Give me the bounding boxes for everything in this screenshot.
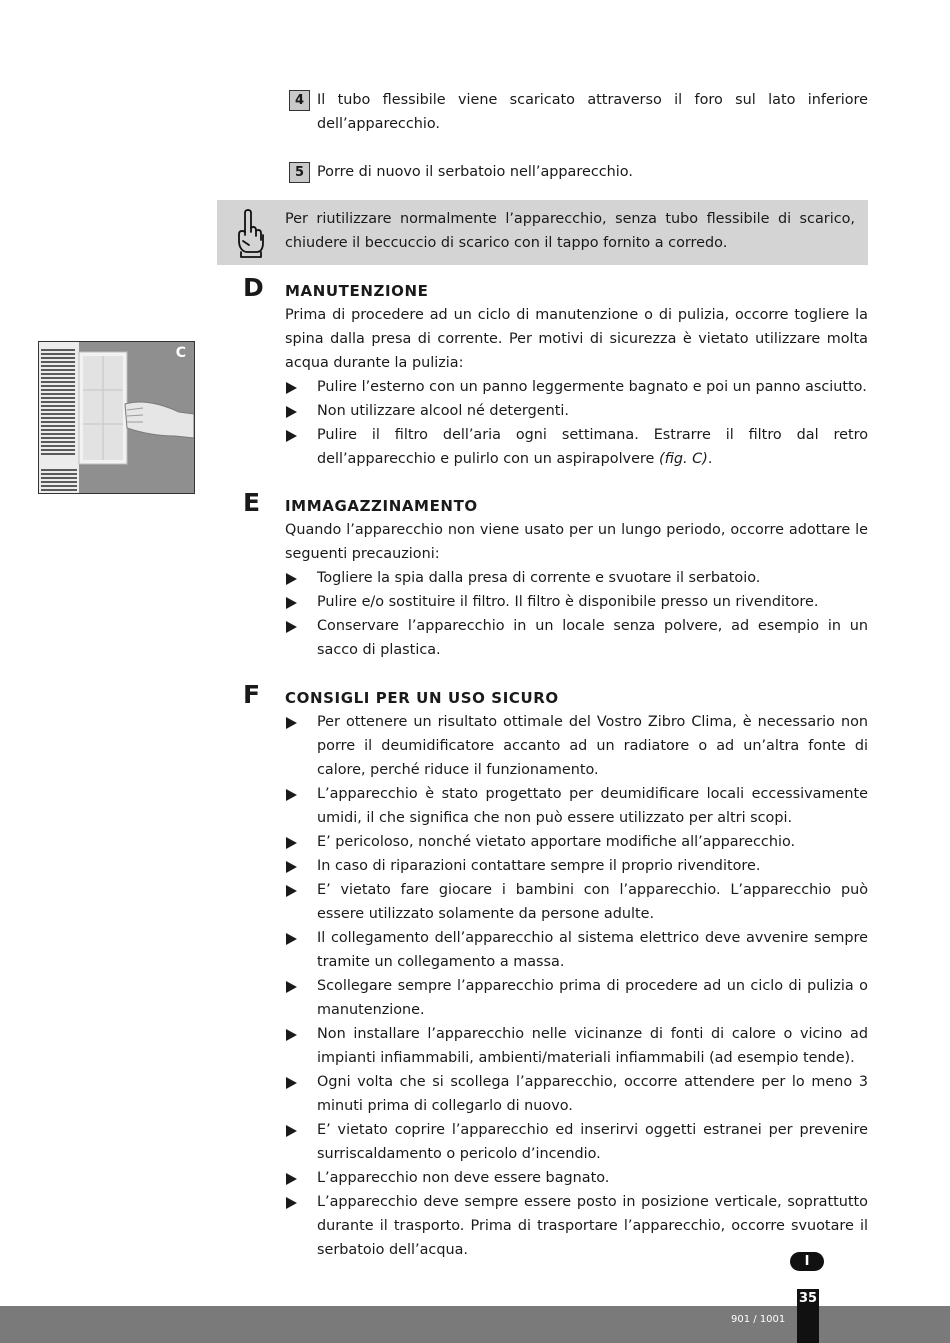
list-item: Pulire il filtro dell’aria ogni settimana. Estrarre il filtro dal retro dell’apparecchio e pulirlo con un aspirapolvere (fig. C). <box>285 423 868 471</box>
bullet-arrow-icon <box>286 717 297 729</box>
section-letter: F <box>243 680 261 709</box>
section-title: IMMAGAZZINAMENTO <box>285 497 478 515</box>
list-item: Ogni volta che si scollega l’apparecchio, occorre attendere per lo meno 3 minuti prima di collegarlo di nuovo. <box>285 1070 868 1118</box>
note-text: Per riutilizzare normalmente l’apparecchio, senza tubo flessibile di scarico, chiudere il beccuccio di scarico con il tappo fornito a corredo. <box>285 211 855 251</box>
list-item: Pulire e/o sostituire il filtro. Il filtro è disponibile presso un rivenditore. <box>285 590 868 614</box>
bullet-arrow-icon <box>286 382 297 394</box>
figure-label: C <box>175 345 186 361</box>
list-item: E’ vietato coprire l’apparecchio ed inserirvi oggetti estranei per prevenire surriscaldamento o pericolo d’incendio. <box>285 1118 868 1166</box>
list-item: Non utilizzare alcool né detergenti. <box>285 399 868 423</box>
step-text: Il tubo flessibile viene scaricato attraverso il foro sul lato inferiore dell’apparecchio. <box>317 92 868 132</box>
bullet-arrow-icon <box>286 837 297 849</box>
section-intro: Prima di procedere ad un ciclo di manutenzione o di pulizia, occorre togliere la spina dalla presa di corrente. Per motivi di sicurezza è vietato utilizzare molta acqua durante la pulizia: <box>285 307 868 371</box>
bullet-arrow-icon <box>286 861 297 873</box>
bullet-arrow-icon <box>286 933 297 945</box>
bullet-arrow-icon <box>286 1197 297 1209</box>
bullet-arrow-icon <box>286 597 297 609</box>
step-text: Porre di nuovo il serbatoio nell’apparecchio. <box>317 164 633 180</box>
section-title: CONSIGLI PER UN USO SICURO <box>285 689 559 707</box>
pointing-hand-icon <box>233 208 267 258</box>
filter-photo <box>39 342 194 493</box>
bullet-arrow-icon <box>286 789 297 801</box>
bullet-list <box>285 710 868 1262</box>
list-item: Togliere la spia dalla presa di corrente e svuotare il serbatoio. <box>285 566 868 590</box>
bullet-arrow-icon <box>286 1077 297 1089</box>
bullet-arrow-icon <box>286 885 297 897</box>
list-item: E’ vietato fare giocare i bambini con l’apparecchio. L’apparecchio può essere utilizzato solamente da persone adulte. <box>285 878 868 926</box>
bullet-arrow-icon <box>286 1029 297 1041</box>
list-item: Per ottenere un risultato ottimale del Vostro Zibro Clima, è necessario non porre il deumidificatore accanto ad un radiatore o ad un’altra fonte di calore, perché riduce il funzionamento. <box>285 710 868 782</box>
list-item: E’ pericoloso, nonché vietato apportare modifiche all’apparecchio. <box>285 830 868 854</box>
bullet-list <box>285 375 868 471</box>
list-item: In caso di riparazioni contattare sempre il proprio rivenditore. <box>285 854 868 878</box>
section-letter: E <box>243 488 261 517</box>
list-item: L’apparecchio deve sempre essere posto in posizione verticale, soprattutto durante il trasporto. Prima di trasportare l’apparecchio, occorre svuotare il serbatoio dell’acqua. <box>285 1190 868 1262</box>
list-item: Conservare l’apparecchio in un locale senza polvere, ad esempio in un sacco di plastica. <box>285 614 868 662</box>
section-intro: Quando l’apparecchio non viene usato per un lungo periodo, occorre adottare le seguenti precauzioni: <box>285 522 868 562</box>
bullet-arrow-icon <box>286 981 297 993</box>
list-item: Scollegare sempre l’apparecchio prima di procedere ad un ciclo di pulizia o manutenzione. <box>285 974 868 1022</box>
bullet-arrow-icon <box>286 406 297 418</box>
note-box <box>217 200 868 265</box>
bullet-arrow-icon <box>286 621 297 633</box>
bullet-arrow-icon <box>286 1173 297 1185</box>
section-title: MANUTENZIONE <box>285 282 429 300</box>
figure-reference: (fig. C) <box>658 451 708 467</box>
figure-filter-removal <box>38 341 195 494</box>
document-code: 901 / 1001 <box>731 1314 786 1325</box>
language-badge: I <box>790 1252 824 1271</box>
list-item: L’apparecchio non deve essere bagnato. <box>285 1166 868 1190</box>
list-item: Pulire l’esterno con un panno leggermente bagnato e poi un panno asciutto. <box>285 375 868 399</box>
bullet-arrow-icon <box>286 1125 297 1137</box>
bullet-list <box>285 566 868 662</box>
bullet-arrow-icon <box>286 430 297 442</box>
list-item: L’apparecchio è stato progettato per deumidificare locali eccessivamente umidi, il che significa che non può essere utilizzato per altri scopi. <box>285 782 868 830</box>
list-item: Non installare l’apparecchio nelle vicinanze di fonti di calore o vicino ad impianti infiammabili, ambienti/materiali infiammabili (ad esempio tende). <box>285 1022 868 1070</box>
step-number-badge: 4 <box>289 90 310 111</box>
list-item: Il collegamento dell’apparecchio al sistema elettrico deve avvenire sempre tramite un collegamento a massa. <box>285 926 868 974</box>
section-letter: D <box>243 273 264 302</box>
page-number: 35 <box>798 1291 818 1306</box>
step-number-badge: 5 <box>289 162 310 183</box>
bullet-arrow-icon <box>286 573 297 585</box>
